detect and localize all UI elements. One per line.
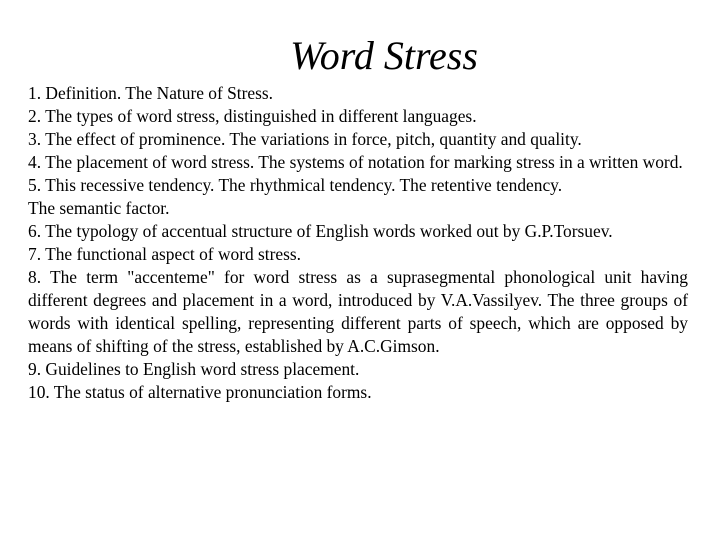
list-item: 8. The term "accenteme" for word stress as a suprasegmental phonological unit having different degrees and placement in a word, introduced by V.A.Vassilyev. The three groups of words with identical spelling, representing different parts of speech, which are opposed by means of shifting of the stress, established by A.C.Gimson. bbox=[28, 267, 688, 356]
list-item: 1. Definition. The Nature of Stress. bbox=[28, 83, 274, 103]
list-item: 6. The typology of accentual structure of English words worked out by G.P.Torsuev. bbox=[28, 221, 613, 241]
list-item: 3. The effect of prominence. The variations in force, pitch, quantity and quality. bbox=[28, 129, 582, 149]
list-item: 4. The placement of word stress. The systems of notation for marking stress in a written word. bbox=[28, 152, 683, 172]
list-item: The semantic factor. bbox=[28, 198, 170, 218]
list-item: 5. This recessive tendency. The rhythmical tendency. The retentive tendency. bbox=[28, 175, 563, 195]
topic-list bbox=[28, 82, 688, 404]
list-item: 10. The status of alternative pronunciation forms. bbox=[28, 382, 372, 402]
list-item: 7. The functional aspect of word stress. bbox=[28, 244, 302, 264]
list-item: 2. The types of word stress, distinguished in different languages. bbox=[28, 106, 477, 126]
slide-title: Word Stress bbox=[290, 33, 478, 78]
list-item: 9. Guidelines to English word stress placement. bbox=[28, 359, 360, 379]
